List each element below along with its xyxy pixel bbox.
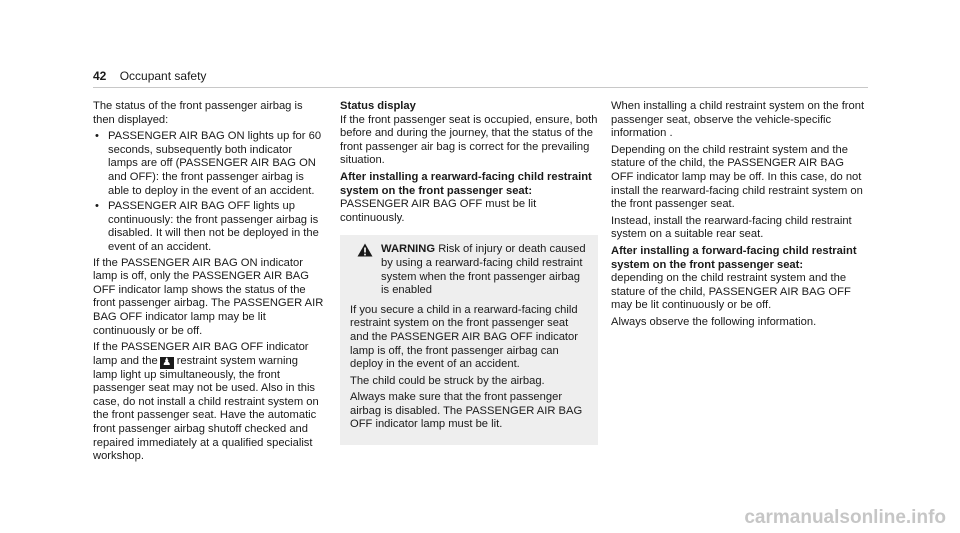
- warning-paragraph: If you secure a child in a rearward-facing child restraint system on the front passenger seat and the PASSENGER AIR BAG OFF indicator lamp is off, the front passenger airbag can deploy in the event of an accident.: [350, 303, 578, 371]
- page-header: [93, 70, 206, 84]
- paragraph: Instead, install the rearward-facing child restraint system on a suitable rear seat.: [611, 214, 852, 241]
- page-number: 42: [93, 69, 107, 83]
- rearward-heading: After installing a rearward-facing child restraint system on the front passenger seat:: [340, 170, 592, 197]
- forward-heading: After installing a forward-facing child restraint system on the front passenger seat:: [611, 244, 857, 271]
- header-divider: [93, 87, 868, 88]
- column-left: [93, 100, 325, 467]
- paragraph-text: restraint system warning lamp light up simultaneously, the front passenger seat may not be used. Also in this case, do not install a child restraint system on the front passenger seat. Have the automatic front passenger airbag shutoff checked and repaired immediately at a qualified specialist workshop.: [93, 354, 319, 463]
- column-middle: [340, 100, 598, 445]
- paragraph: PASSENGER AIR BAG OFF must be lit continuously.: [340, 198, 537, 224]
- intro-text: The status of the front passenger airbag is then displayed:: [93, 100, 303, 126]
- warning-triangle-icon: [357, 243, 373, 257]
- bullet-item: • PASSENGER AIR BAG OFF lights up continuously: the front passenger airbag is disabled. It will then not be deployed in the event of an accident.: [93, 200, 325, 254]
- paragraph: When installing a child restraint system on the front passenger seat, observe the vehicle-specific information .: [611, 100, 865, 140]
- warning-paragraph: Always make sure that the front passenger airbag is disabled. The PASSENGER AIR BAG OFF indicator lamp must be lit.: [350, 391, 583, 431]
- warning-paragraph: The child could be struck by the airbag.: [350, 374, 545, 387]
- paragraph-with-icon: [93, 341, 325, 464]
- status-display-heading: Status display: [340, 100, 416, 112]
- paragraph: If the front passenger seat is occupied, ensure, both before and during the journey, that the status of the front passenger air bag is correct for the prevailing situation.: [340, 113, 598, 167]
- warning-title: Risk of injury or death caused by using a rearward-facing child restraint system when the front passenger airbag is enabled: [381, 243, 586, 297]
- paragraph: Depending on the child restraint system and the stature of the child, the PASSENGER AIR BAG OFF indicator lamp may be off. In this case, do not install the rearward-facing child restraint system on the front passenger seat.: [611, 143, 863, 211]
- section-title: Occupant safety: [119, 69, 207, 83]
- seat-occupant-icon: ♟: [160, 357, 174, 369]
- paragraph-text: If the PASSENGER AIR BAG OFF indicator lamp and the: [93, 341, 309, 367]
- column-right: [611, 100, 869, 333]
- watermark: carmanualsonline.info: [744, 507, 946, 529]
- warning-label: WARNING: [381, 243, 436, 256]
- paragraph: Always observe the following information.: [611, 315, 817, 328]
- warning-box: [340, 235, 598, 445]
- warning-header: [350, 243, 588, 297]
- paragraph: If the PASSENGER AIR BAG ON indicator lamp is off, only the PASSENGER AIR BAG OFF indicator lamp shows the status of the front passenger airbag. The PASSENGER AIR BAG OFF indicator lamp may be lit continuously or be off.: [93, 256, 324, 337]
- bullet-item: • PASSENGER AIR BAG ON lights up for 60 seconds, subsequently both indicator lamps are off (PASSENGER AIR BAG ON and OFF): the front passenger airbag is able to deploy in the event of an accident.: [93, 130, 325, 198]
- paragraph: depending on the child restraint system and the stature of the child, PASSENGER AIR BAG OFF may be lit continuously or be off.: [611, 272, 851, 312]
